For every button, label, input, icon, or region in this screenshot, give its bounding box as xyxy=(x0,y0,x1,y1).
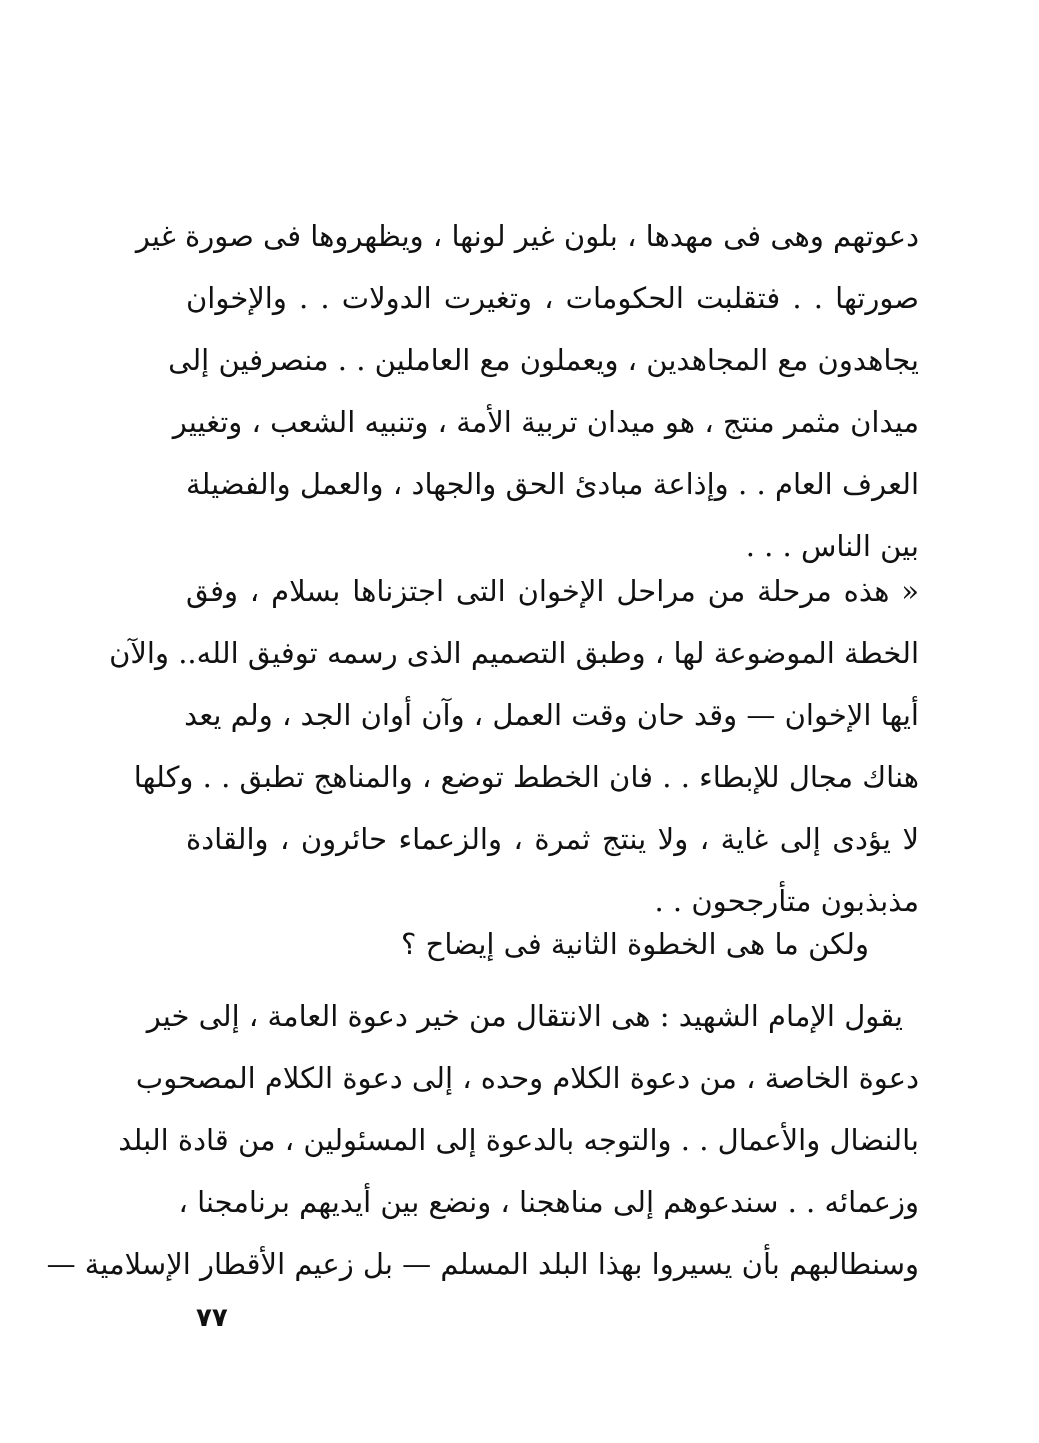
text-line: الخطة الموضوعة لها ، وطبق التصميم الذى رسمه توفيق الله.. والآن xyxy=(109,636,919,670)
text-line: دعوتهم وهى فى مهدها ، بلون غير لونها ، ويظهروها فى صورة غير xyxy=(135,219,919,253)
text-line: بين الناس . . . xyxy=(745,529,919,563)
text-line: العرف العام . . وإذاعة مبادئ الحق والجهاد ، والعمل والفضيلة xyxy=(186,467,919,501)
text-line: وزعمائه . . سندعوهم إلى مناهجنا ، ونضع بين أيديهم برنامجنا ، xyxy=(178,1185,919,1219)
text-line: ولكن ما هى الخطوة الثانية فى إيضاح ؟ xyxy=(401,927,869,961)
text-line: يقول الإمام الشهيد : هى الانتقال من خير دعوة العامة ، إلى خير xyxy=(146,999,903,1033)
paragraph-2-quote xyxy=(109,560,919,932)
text-line: لا يؤدى إلى غاية ، ولا ينتج ثمرة ، والزعماء حائرون ، والقادة xyxy=(186,822,919,856)
text-line: مذبذبون متأرجحون . . xyxy=(654,884,919,918)
text-line: أيها الإخوان — وقد حان وقت العمل ، وآن أوان الجد ، ولم يعد xyxy=(184,698,919,732)
paragraph-1 xyxy=(135,205,919,577)
text-line: يجاهدون مع المجاهدين ، ويعملون مع العاملين . . منصرفين إلى xyxy=(168,343,919,377)
text-line: وسنطالبهم بأن يسيروا بهذا البلد المسلم — بل زعيم الأقطار الإسلامية — xyxy=(46,1247,919,1281)
text-line: « هذه مرحلة من مراحل الإخوان التى اجتزناها بسلام ، وفق xyxy=(186,574,919,608)
paragraph-4 xyxy=(46,985,919,1295)
text-line: هناك مجال للإبطاء . . فان الخطط توضع ، والمناهج تطبق . . وكلها xyxy=(133,760,919,794)
paragraph-3-question xyxy=(186,913,919,975)
page-number: ٧٧ xyxy=(196,1303,228,1333)
text-line: دعوة الخاصة ، من دعوة الكلام وحده ، إلى دعوة الكلام المصحوب xyxy=(135,1061,919,1095)
text-line: ميدان مثمر منتج ، هو ميدان تربية الأمة ، وتنبيه الشعب ، وتغيير xyxy=(172,405,919,439)
text-line: صورتها . . فتقلبت الحكومات ، وتغيرت الدولات . . والإخوان xyxy=(186,281,919,315)
text-line: بالنضال والأعمال . . والتوجه بالدعوة إلى المسئولين ، من قادة البلد xyxy=(118,1123,919,1157)
